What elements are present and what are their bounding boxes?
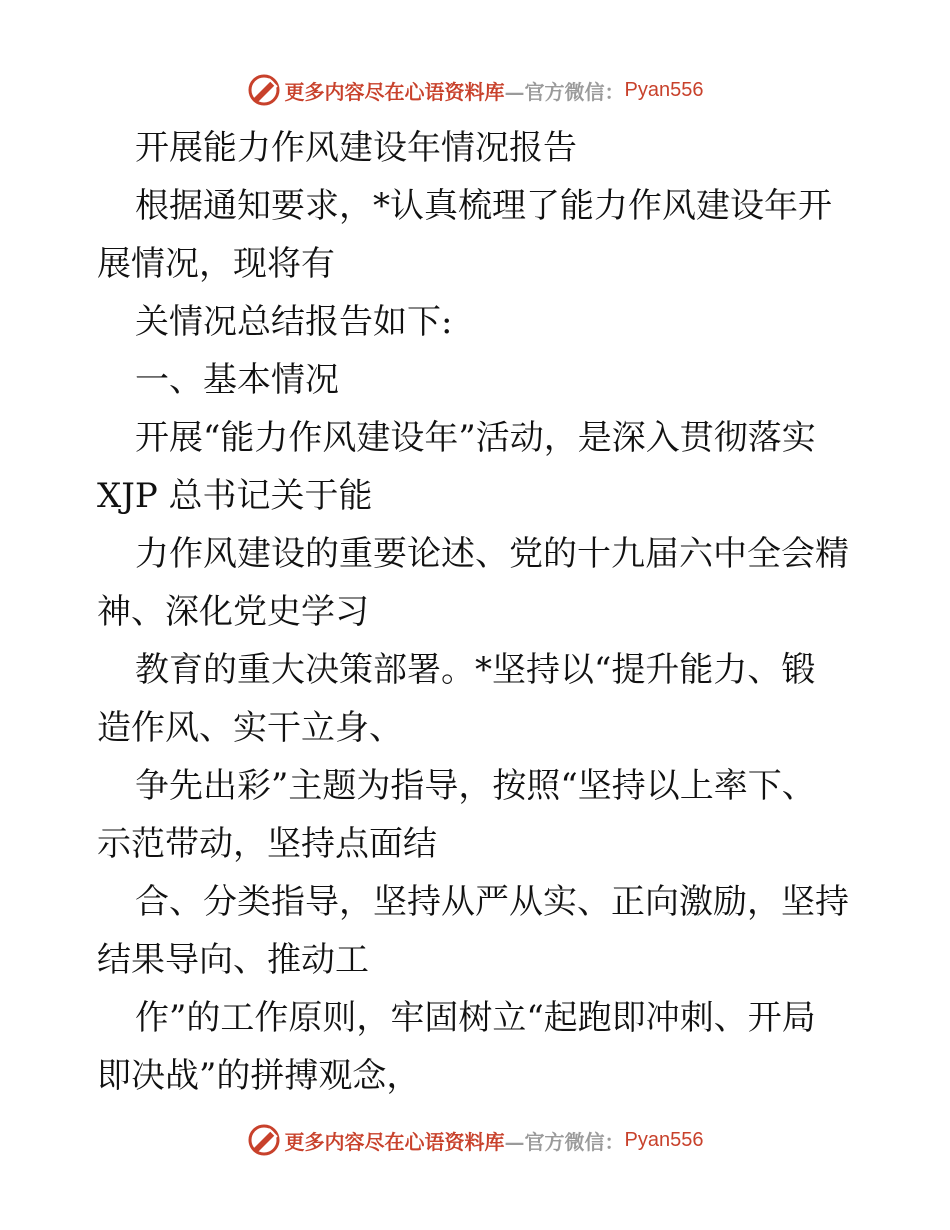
banner-subtitle: —官方微信： xyxy=(504,79,625,104)
banner-wechat-id: Pyan556 xyxy=(624,1128,704,1151)
text-line: 造作风、实干立身、 xyxy=(97,708,403,748)
banner-subtitle: —官方微信： xyxy=(504,1129,625,1154)
pen-logo-icon xyxy=(247,73,281,107)
document-title: 开展能力作风建设年情况报告 xyxy=(135,128,577,168)
banner-wechat-id: Pyan556 xyxy=(624,78,704,101)
text-line: 结果导向、推动工 xyxy=(97,940,369,980)
text-line: 争先出彩”主题为指导，按照“坚持以上率下、 xyxy=(135,766,816,806)
banner-title: 更多内容尽在心语资料库 xyxy=(284,1129,505,1154)
text-line: 合、分类指导，坚持从严从实、正向激励，坚持 xyxy=(135,882,849,922)
text-line: 教育的重大决策部署。*坚持以“提升能力、锻 xyxy=(135,650,816,690)
text-line: 开展“能力作风建设年”活动，是深入贯彻落实 xyxy=(135,418,816,458)
text-line: 根据通知要求，*认真梳理了能力作风建设年开 xyxy=(135,186,832,226)
text-line: 关情况总结报告如下: xyxy=(135,302,453,342)
text-line: XJP 总书记关于能 xyxy=(97,476,373,516)
text-line: 展情况，现将有 xyxy=(97,244,335,284)
footer-banner xyxy=(0,1120,950,1160)
text-line: 力作风建设的重要论述、党的十九届六中全会精 xyxy=(135,534,849,574)
text-line: 作”的工作原则，牢固树立“起跑即冲刺、开局 xyxy=(135,998,816,1038)
section-heading: 一、基本情况 xyxy=(135,360,339,400)
banner-title: 更多内容尽在心语资料库 xyxy=(284,79,505,104)
text-line: 示范带动，坚持点面结 xyxy=(97,824,437,864)
header-banner xyxy=(0,70,950,110)
pen-logo-icon xyxy=(247,1123,281,1157)
text-line: 神、深化党史学习 xyxy=(97,592,369,632)
text-line: 即决战”的拼搏观念， xyxy=(97,1056,421,1096)
